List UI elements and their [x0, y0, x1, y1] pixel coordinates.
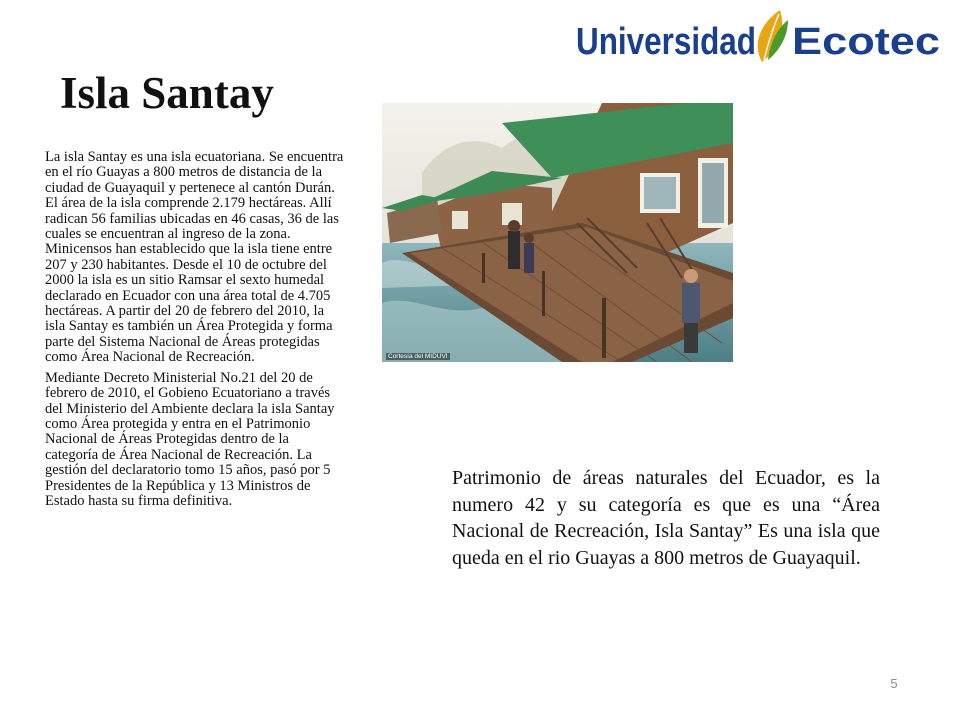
logo-text-ecotec: Ecotec: [792, 21, 940, 63]
isla-santay-photo: [382, 103, 733, 362]
left-paragraph-2: Mediante Decreto Ministerial No.21 del 20 de febrero de 2010, el Gobieno Ecuatoriano a través del Ministerio del Ambiente declara la isla Santay como Área protegida y entra en el Patrimonio Nacional de Áreas Protegidas dentro de la categoría de Área Nacional de Recreación. La gestión del declaratorio tomo 15 años, pasó por 5 Presidentes de la República y 13 Ministros de Estado hasta su firma definitiva.: [45, 369, 335, 509]
slide-title: Isla Santay: [60, 68, 274, 118]
logo-text-universidad: Universidad: [576, 21, 756, 63]
photo-credit: Cortesía del MIDUVI: [388, 353, 448, 360]
leaf-icon: [758, 10, 788, 62]
right-text-body: Patrimonio de áreas naturales del Ecuador, es la numero 42 y su categoría es que es una “Área Nacional de Recreación, Isla Santay” Es una isla que queda en el rio Guayas a 800 metros de Guayaquil.: [452, 467, 880, 569]
left-paragraph-1: La isla Santay es una isla ecuatoriana. Se encuentra en el río Guayas a 800 metros de distancia de la ciudad de Guayaquil y pertenece al cantón Durán. El área de la isla comprende 2.179 hectáreas. Allí radican 56 familias ubicadas en 46 casas, 36 de las cuales se encuentran al ingreso de la zona. Minicensos han establecido que la isla tiene entre 207 y 230 habitantes. Desde el 10 de octubre del 2000 la isla es un sitio Ramsar el sexto humedal declarado en Ecuador con una área total de 4.705 hectáreas. A partir del 20 de febrero del 2010, la isla Santay es también un Área Protegida y forma parte del Sistema Nacional de Áreas protegidas como Área Nacional de Recreación.: [45, 149, 344, 366]
left-text-body: [45, 150, 345, 514]
universidad-ecotec-logo: [574, 4, 944, 68]
page-number: 5: [890, 676, 898, 691]
